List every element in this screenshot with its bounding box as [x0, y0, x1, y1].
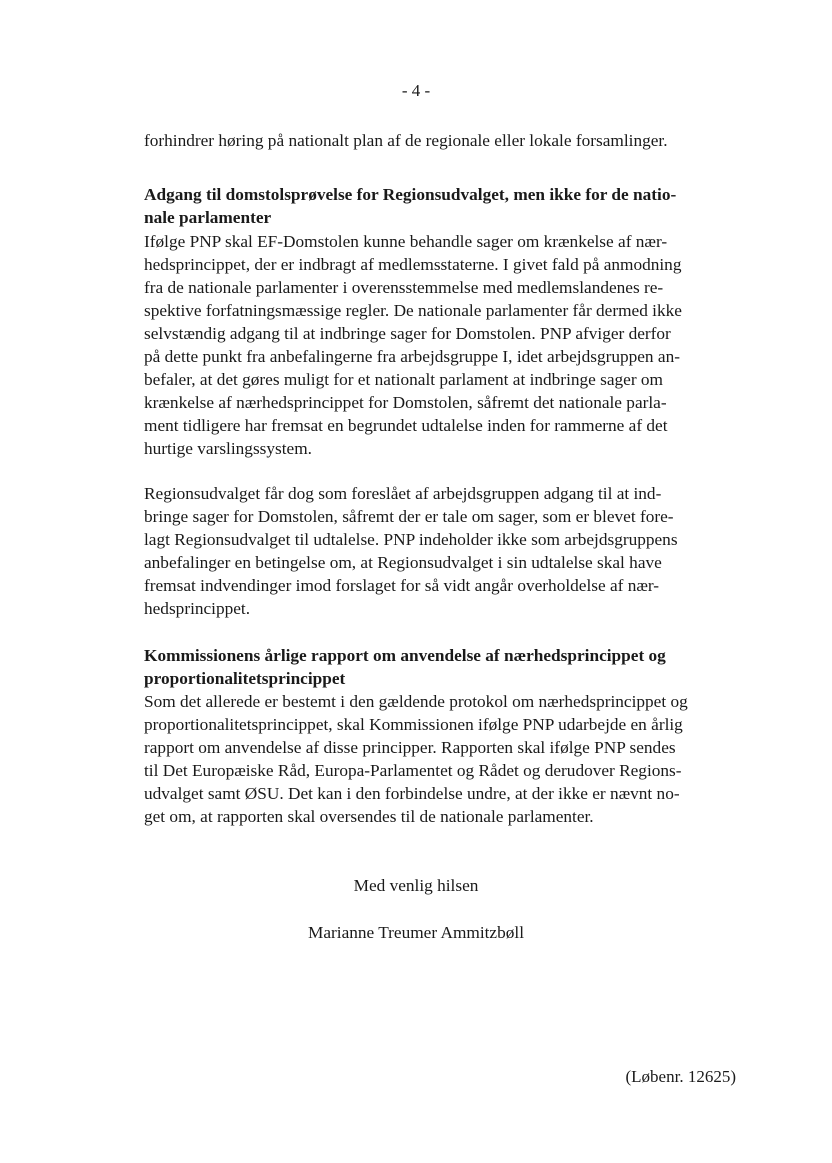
section-heading-court-access	[144, 183, 744, 229]
text-line: Regionsudvalget får dog som foreslået af arbejdsgruppen adgang til at ind-	[144, 484, 662, 503]
text-line: rapport om anvendelse af disse principper. Rapporten skal ifølge PNP sendes	[144, 738, 676, 757]
section-heading-annual-report	[144, 644, 744, 690]
text-line: lagt Regionsudvalget til udtalelse. PNP indeholder ikke som arbejdsgruppens	[144, 530, 678, 549]
heading-line: nale parlamenter	[144, 208, 272, 227]
page-number: - 4 -	[401, 81, 431, 100]
text-line: proportionalitetsprincippet, skal Kommissionen ifølge PNP udarbejde en årlig	[144, 715, 683, 734]
text-line: befaler, at det gøres muligt for et nationalt parlament at indbringe sager om	[144, 370, 664, 389]
text-line: get om, at rapporten skal oversendes til de nationale parlamenter.	[144, 807, 594, 826]
reference-number: (Løbenr. 12625)	[625, 1067, 736, 1086]
closing-greeting: Med venlig hilsen	[353, 876, 479, 895]
text-line: hedsprincippet.	[144, 599, 251, 618]
text-line: ment tidligere har fremsat en begrundet udtalelse inden for rammerne af det	[144, 416, 668, 435]
text-line: spektive forfatningsmæssige regler. De nationale parlamenter får dermed ikke	[144, 301, 682, 320]
text-line: hedsprincippet, der er indbragt af medlemsstaterne. I givet fald på anmodning	[144, 255, 682, 274]
text-line: fremsat indvendinger imod forslaget for så vidt angår overholdelse af nær-	[144, 576, 660, 595]
text-line: krænkelse af nærhedsprincippet for Domstolen, såfremt det nationale parla-	[144, 393, 667, 412]
text-line: på dette punkt fra anbefalingerne fra arbejdsgruppe I, idet arbejdsgruppen an-	[144, 347, 680, 366]
text-line: Som det allerede er bestemt i den gældende protokol om nærhedsprincippet og	[144, 692, 688, 711]
paragraph-court-access	[144, 230, 734, 460]
text-line: anbefalinger en betingelse om, at Regionsudvalget i sin udtalelse skal have	[144, 553, 662, 572]
text-line: bringe sager for Domstolen, såfremt der er tale om sager, som er blevet fore-	[144, 507, 674, 526]
heading-line: Kommissionens årlige rapport om anvendelse af nærhedsprincippet og	[144, 646, 666, 665]
text-line: Ifølge PNP skal EF-Domstolen kunne behandle sager om krænkelse af nær-	[144, 232, 668, 251]
intro-paragraph	[144, 129, 734, 152]
text-line: til Det Europæiske Råd, Europa-Parlamentet og Rådet og derudover Regions-	[144, 761, 682, 780]
text-line: hurtige varslingssystem.	[144, 439, 312, 458]
signature-name: Marianne Treumer Ammitzbøll	[308, 923, 524, 942]
heading-line: Adgang til domstolsprøvelse for Regionsudvalget, men ikke for de natio-	[144, 185, 677, 204]
paragraph-regions-committee	[144, 482, 734, 620]
paragraph-annual-report	[144, 690, 734, 828]
heading-line: proportionalitetsprincippet	[144, 669, 346, 688]
text-line: forhindrer høring på nationalt plan af de regionale eller lokale forsamlinger.	[144, 131, 668, 150]
text-line: udvalget samt ØSU. Det kan i den forbindelse undre, at der ikke er nævnt no-	[144, 784, 680, 803]
text-line: selvstændig adgang til at indbringe sager for Domstolen. PNP afviger derfor	[144, 324, 671, 343]
text-line: fra de nationale parlamenter i overensstemmelse med medlemslandenes re-	[144, 278, 664, 297]
